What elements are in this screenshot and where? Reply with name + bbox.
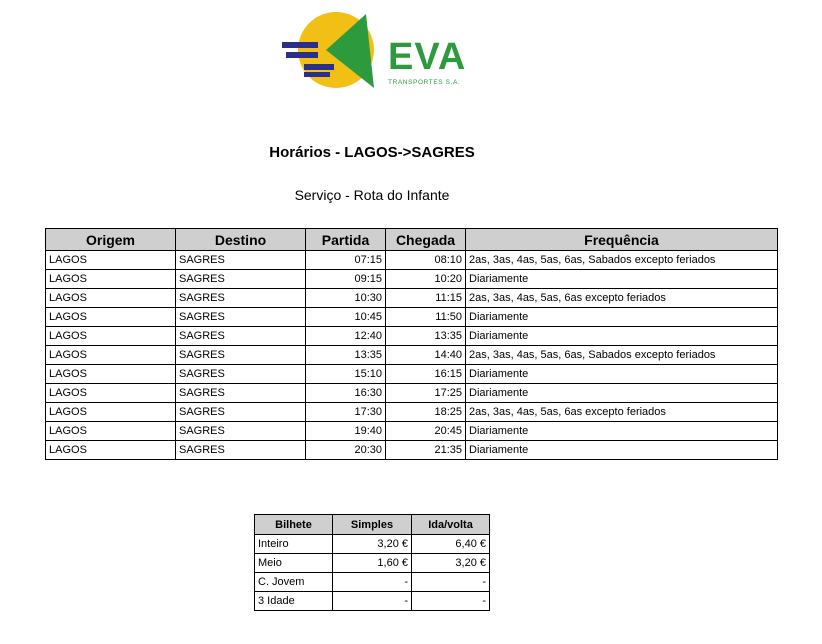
cell-bilhete: Inteiro bbox=[255, 535, 333, 554]
table-row bbox=[46, 441, 778, 460]
cell-destino: SAGRES bbox=[176, 384, 306, 403]
cell-origem: LAGOS bbox=[46, 384, 176, 403]
cell-chegada: 13:35 bbox=[386, 327, 466, 346]
cell-destino: SAGRES bbox=[176, 422, 306, 441]
price-header-row bbox=[255, 515, 490, 535]
cell-chegada: 18:25 bbox=[386, 403, 466, 422]
cell-destino: SAGRES bbox=[176, 346, 306, 365]
cell-origem: LAGOS bbox=[46, 422, 176, 441]
cell-frequencia: Diariamente bbox=[466, 308, 778, 327]
price-row bbox=[255, 592, 490, 611]
table-row bbox=[46, 346, 778, 365]
cell-partida: 15:10 bbox=[306, 365, 386, 384]
col-destino: Destino bbox=[176, 229, 306, 251]
cell-ida-volta: - bbox=[412, 573, 490, 592]
cell-ida-volta: - bbox=[412, 592, 490, 611]
page-subtitle: Serviço - Rota do Infante bbox=[294, 187, 450, 203]
cell-partida: 17:30 bbox=[306, 403, 386, 422]
schedule-header-row bbox=[46, 229, 778, 251]
cell-destino: SAGRES bbox=[176, 270, 306, 289]
cell-frequencia: Diariamente bbox=[466, 441, 778, 460]
price-row bbox=[255, 554, 490, 573]
price-table bbox=[254, 514, 490, 611]
cell-bilhete: C. Jovem bbox=[255, 573, 333, 592]
cell-destino: SAGRES bbox=[176, 289, 306, 308]
page-title: Horários - LAGOS->SAGRES bbox=[269, 144, 475, 161]
cell-frequencia: 2as, 3as, 4as, 5as, 6as, Sabados excepto feriados bbox=[466, 346, 778, 365]
cell-destino: SAGRES bbox=[176, 365, 306, 384]
cell-partida: 20:30 bbox=[306, 441, 386, 460]
col-ida-volta: Ida/volta bbox=[412, 515, 490, 535]
cell-origem: LAGOS bbox=[46, 308, 176, 327]
cell-origem: LAGOS bbox=[46, 346, 176, 365]
table-row bbox=[46, 365, 778, 384]
cell-ida-volta: 6,40 € bbox=[412, 535, 490, 554]
cell-frequencia: 2as, 3as, 4as, 5as, 6as excepto feriados bbox=[466, 289, 778, 308]
cell-simples: - bbox=[333, 573, 412, 592]
col-bilhete: Bilhete bbox=[255, 515, 333, 535]
cell-origem: LAGOS bbox=[46, 270, 176, 289]
cell-frequencia: Diariamente bbox=[466, 365, 778, 384]
cell-chegada: 08:10 bbox=[386, 251, 466, 270]
cell-simples: 3,20 € bbox=[333, 535, 412, 554]
cell-simples: 1,60 € bbox=[333, 554, 412, 573]
cell-chegada: 21:35 bbox=[386, 441, 466, 460]
cell-chegada: 20:45 bbox=[386, 422, 466, 441]
col-chegada: Chegada bbox=[386, 229, 466, 251]
cell-origem: LAGOS bbox=[46, 441, 176, 460]
cell-chegada: 14:40 bbox=[386, 346, 466, 365]
cell-destino: SAGRES bbox=[176, 251, 306, 270]
cell-partida: 09:15 bbox=[306, 270, 386, 289]
cell-chegada: 10:20 bbox=[386, 270, 466, 289]
cell-bilhete: 3 Idade bbox=[255, 592, 333, 611]
table-row bbox=[46, 327, 778, 346]
cell-frequencia: Diariamente bbox=[466, 327, 778, 346]
cell-origem: LAGOS bbox=[46, 251, 176, 270]
cell-origem: LAGOS bbox=[46, 365, 176, 384]
cell-origem: LAGOS bbox=[46, 327, 176, 346]
logo-wordmark: EVA bbox=[388, 36, 467, 78]
cell-destino: SAGRES bbox=[176, 403, 306, 422]
cell-partida: 19:40 bbox=[306, 422, 386, 441]
cell-partida: 10:30 bbox=[306, 289, 386, 308]
price-row bbox=[255, 535, 490, 554]
table-row bbox=[46, 289, 778, 308]
schedule-table bbox=[45, 228, 778, 460]
cell-partida: 13:35 bbox=[306, 346, 386, 365]
cell-destino: SAGRES bbox=[176, 327, 306, 346]
cell-destino: SAGRES bbox=[176, 308, 306, 327]
cell-partida: 12:40 bbox=[306, 327, 386, 346]
price-row bbox=[255, 573, 490, 592]
table-row bbox=[46, 251, 778, 270]
cell-frequencia: 2as, 3as, 4as, 5as, 6as excepto feriados bbox=[466, 403, 778, 422]
col-frequencia: Frequência bbox=[466, 229, 778, 251]
cell-frequencia: Diariamente bbox=[466, 270, 778, 289]
cell-chegada: 11:50 bbox=[386, 308, 466, 327]
cell-partida: 10:45 bbox=[306, 308, 386, 327]
cell-partida: 07:15 bbox=[306, 251, 386, 270]
cell-chegada: 17:25 bbox=[386, 384, 466, 403]
cell-origem: LAGOS bbox=[46, 289, 176, 308]
cell-frequencia: Diariamente bbox=[466, 422, 778, 441]
table-row bbox=[46, 422, 778, 441]
col-partida: Partida bbox=[306, 229, 386, 251]
cell-chegada: 16:15 bbox=[386, 365, 466, 384]
cell-simples: - bbox=[333, 592, 412, 611]
table-row bbox=[46, 270, 778, 289]
cell-chegada: 11:15 bbox=[386, 289, 466, 308]
cell-origem: LAGOS bbox=[46, 403, 176, 422]
table-row bbox=[46, 384, 778, 403]
cell-bilhete: Meio bbox=[255, 554, 333, 573]
logo-subtitle: TRANSPORTES S.A. bbox=[388, 79, 461, 86]
col-simples: Simples bbox=[333, 515, 412, 535]
table-row bbox=[46, 403, 778, 422]
cell-partida: 16:30 bbox=[306, 384, 386, 403]
cell-ida-volta: 3,20 € bbox=[412, 554, 490, 573]
cell-frequencia: Diariamente bbox=[466, 384, 778, 403]
col-origem: Origem bbox=[46, 229, 176, 251]
cell-frequencia: 2as, 3as, 4as, 5as, 6as, Sabados excepto feriados bbox=[466, 251, 778, 270]
cell-destino: SAGRES bbox=[176, 441, 306, 460]
table-row bbox=[46, 308, 778, 327]
